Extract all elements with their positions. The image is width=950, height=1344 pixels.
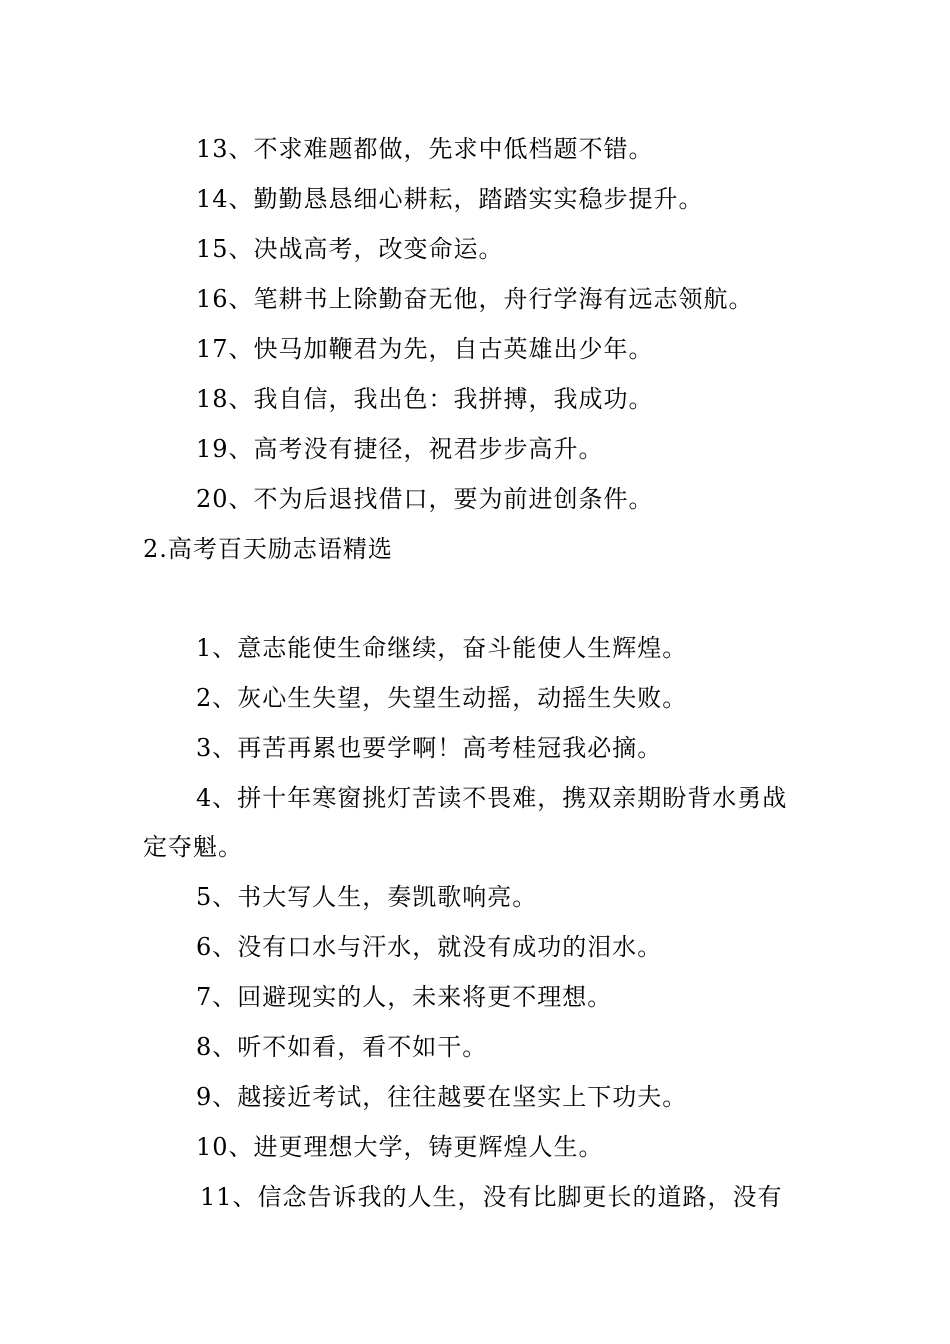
list-item: 9、越接近考试，往往越要在坚实上下功夫。 — [196, 1083, 688, 1111]
list-item: 5、书大写人生，奏凯歌响亮。 — [196, 883, 538, 911]
list-item: 1、意志能使生命继续，奋斗能使人生辉煌。 — [196, 634, 688, 662]
list-item: 3、再苦再累也要学啊！高考桂冠我必摘。 — [196, 734, 663, 762]
list-item: 4、拼十年寒窗挑灯苦读不畏难，携双亲期盼背水勇战 — [196, 784, 788, 812]
list-item: 14、勤勤恳恳细心耕耘，踏踏实实稳步提升。 — [196, 185, 704, 213]
list-item: 2、灰心生失望，失望生动摇，动摇生失败。 — [196, 684, 688, 712]
list-item: 15、决战高考，改变命运。 — [196, 235, 504, 263]
list-item: 16、笔耕书上除勤奋无他，舟行学海有远志领航。 — [196, 285, 754, 313]
list-item: 18、我自信，我出色：我拼搏，我成功。 — [196, 385, 654, 413]
list-item: 13、不求难题都做，先求中低档题不错。 — [196, 135, 654, 163]
list-item: 20、不为后退找借口，要为前进创条件。 — [196, 485, 654, 513]
list-item: 11、信念告诉我的人生，没有比脚更长的道路，没有 — [200, 1183, 783, 1211]
list-item: 19、高考没有捷径，祝君步步高升。 — [196, 435, 604, 463]
section-heading: 2.高考百天励志语精选 — [143, 535, 393, 563]
list-item: 6、没有口水与汗水，就没有成功的泪水。 — [196, 933, 663, 961]
list-item: 8、听不如看，看不如干。 — [196, 1033, 488, 1061]
list-item: 17、快马加鞭君为先，自古英雄出少年。 — [196, 335, 654, 363]
list-item-continuation: 定夺魁。 — [143, 833, 243, 861]
list-item: 10、进更理想大学，铸更辉煌人生。 — [196, 1133, 604, 1161]
list-item: 7、回避现实的人，未来将更不理想。 — [196, 983, 613, 1011]
